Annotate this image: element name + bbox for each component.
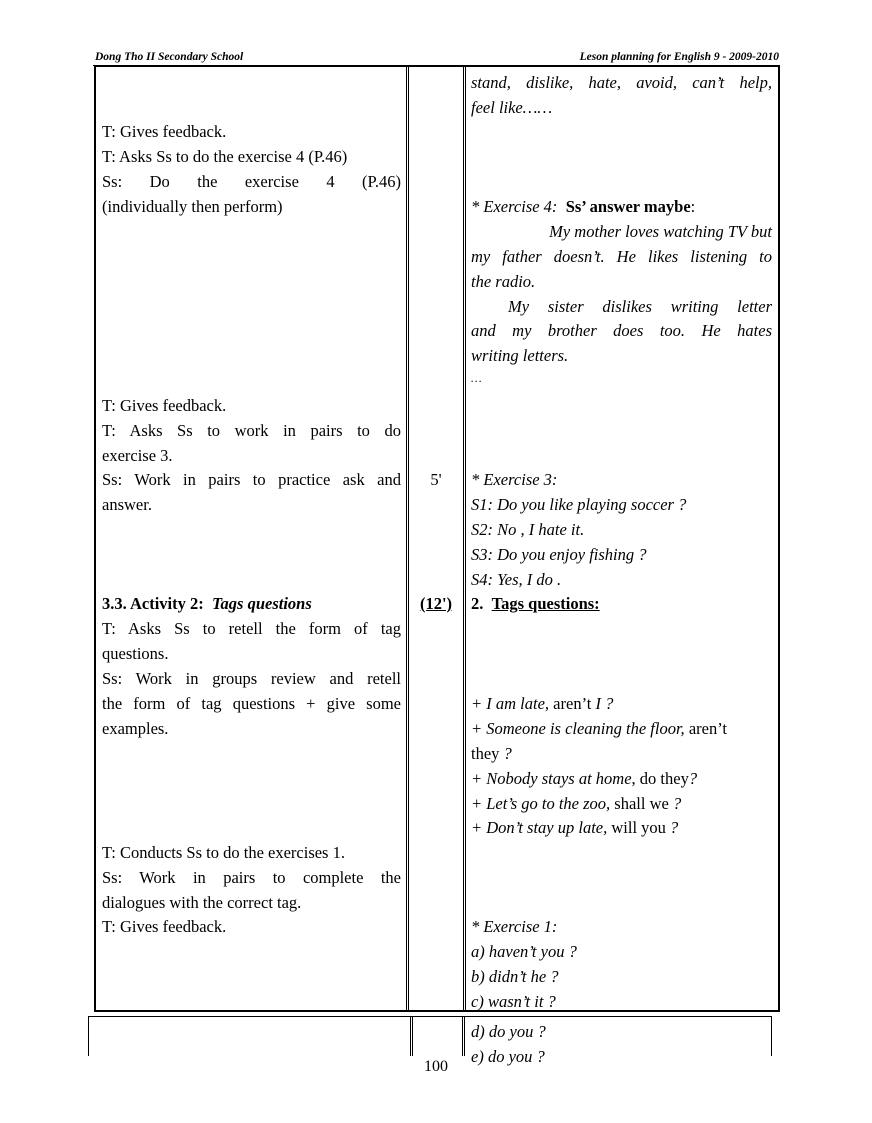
right-line: My mother loves watching TV but (549, 222, 772, 241)
tag-statement: + Let’s go to the zoo, (471, 794, 611, 813)
answer-line: d) do you ? (471, 1022, 546, 1041)
tag-statement: + I am late, (471, 694, 550, 713)
tag-end: ? (688, 769, 698, 788)
continuation-clip (0, 1016, 816, 1066)
dialogue-line: S3: Do you enjoy fishing ? (471, 545, 647, 564)
answer-line: a) haven’t you ? (471, 942, 577, 961)
section-heading (471, 591, 772, 616)
exercise-1-heading: * Exercise 1: (471, 917, 558, 936)
left-line: T: Gives feedback. (102, 917, 227, 936)
tag-part: will you (611, 818, 666, 837)
tag-statement: + Nobody stays at home (471, 769, 632, 788)
left-line: the form of tag questions + give some (102, 694, 401, 713)
tag-part: aren’t (688, 719, 727, 738)
left-line: T: Gives feedback. (102, 122, 227, 141)
answer-label: Ss’ answer maybe (565, 197, 691, 216)
page-number: 100 (424, 1058, 448, 1075)
exercise-label: * Exercise 4: (471, 197, 558, 216)
section-title: Tags questions: (491, 594, 600, 613)
activity-title: Tags questions (211, 594, 312, 613)
dialogue-line: S2: No , I hate it. (471, 520, 585, 539)
left-line: Ss: Work in groups review and retell (102, 669, 401, 688)
left-line: T: Conducts Ss to do the exercises 1. (102, 843, 345, 862)
right-line: … (471, 371, 482, 385)
left-line: questions. (102, 644, 169, 663)
answer-line: b) didn’t he ? (471, 967, 559, 986)
tag-end: I ? (595, 694, 614, 713)
tag-part: , do they (631, 769, 689, 788)
left-line: Ss: Work in pairs to practice ask and (102, 470, 401, 489)
left-line: T: Gives feedback. (102, 396, 227, 415)
time-cell: 5' (430, 470, 442, 489)
left-line: examples. (102, 719, 169, 738)
right-line: and my brother does too. He hates (471, 321, 772, 340)
tag-example (471, 815, 772, 840)
right-line: the radio. (471, 272, 536, 291)
left-line: exercise 3. (102, 446, 173, 465)
tag-example (471, 791, 772, 816)
exercise-4-heading (471, 194, 772, 219)
right-line: writing letters. (471, 346, 569, 365)
tag-statement: + Don’t stay up late, (471, 818, 608, 837)
column-divider-2 (463, 66, 466, 1012)
tag-statement: + Someone is cleaning the floor, (471, 719, 685, 738)
colon: : (690, 197, 696, 216)
exercise-3-heading: * Exercise 3: (471, 470, 558, 489)
left-line: T: Asks Ss to retell the form of tag (102, 619, 401, 638)
tag-example (471, 716, 772, 741)
right-line: stand, dislike, hate, avoid, can’t help, (471, 73, 772, 92)
left-line: (individually then perform) (102, 197, 283, 216)
tag-part: shall we (614, 794, 669, 813)
left-line: T: Asks Ss to work in pairs to do (102, 421, 401, 440)
tag-example (471, 741, 772, 766)
header-plan: Leson planning for English 9 - 2009-2010 (579, 51, 779, 63)
activity-number: 3.3. Activity 2: (102, 594, 204, 613)
activity-heading (102, 591, 401, 616)
tag-example (471, 766, 772, 791)
answer-line: e) do you ? (471, 1047, 545, 1066)
right-line: My sister dislikes writing letter (508, 297, 772, 316)
tag-end: ? (672, 794, 682, 813)
right-line: feel like…… (471, 98, 553, 117)
tag-end: ? (503, 744, 512, 763)
left-line: dialogues with the correct tag. (102, 893, 302, 912)
time-cell: (12') (419, 594, 453, 613)
section-number: 2. (471, 594, 484, 613)
right-line: my father doesn’t. He likes listening to (471, 247, 772, 266)
left-line: Ss: Do the exercise 4 (P.46) (102, 172, 401, 191)
dialogue-line: S1: Do you like playing soccer ? (471, 495, 687, 514)
left-line: answer. (102, 495, 152, 514)
dialogue-line: S4: Yes, I do . (471, 570, 562, 589)
answer-line: c) wasn’t it ? (471, 992, 556, 1011)
left-line: Ss: Work in pairs to complete the (102, 868, 401, 887)
header-school: Dong Tho II Secondary School (95, 51, 244, 63)
tag-part: they (471, 744, 500, 763)
tag-example (471, 691, 772, 716)
tag-end: ? (670, 818, 679, 837)
column-divider-1 (406, 66, 409, 1012)
tag-part: aren’t (553, 694, 592, 713)
left-line: T: Asks Ss to do the exercise 4 (P.46) (102, 147, 348, 166)
